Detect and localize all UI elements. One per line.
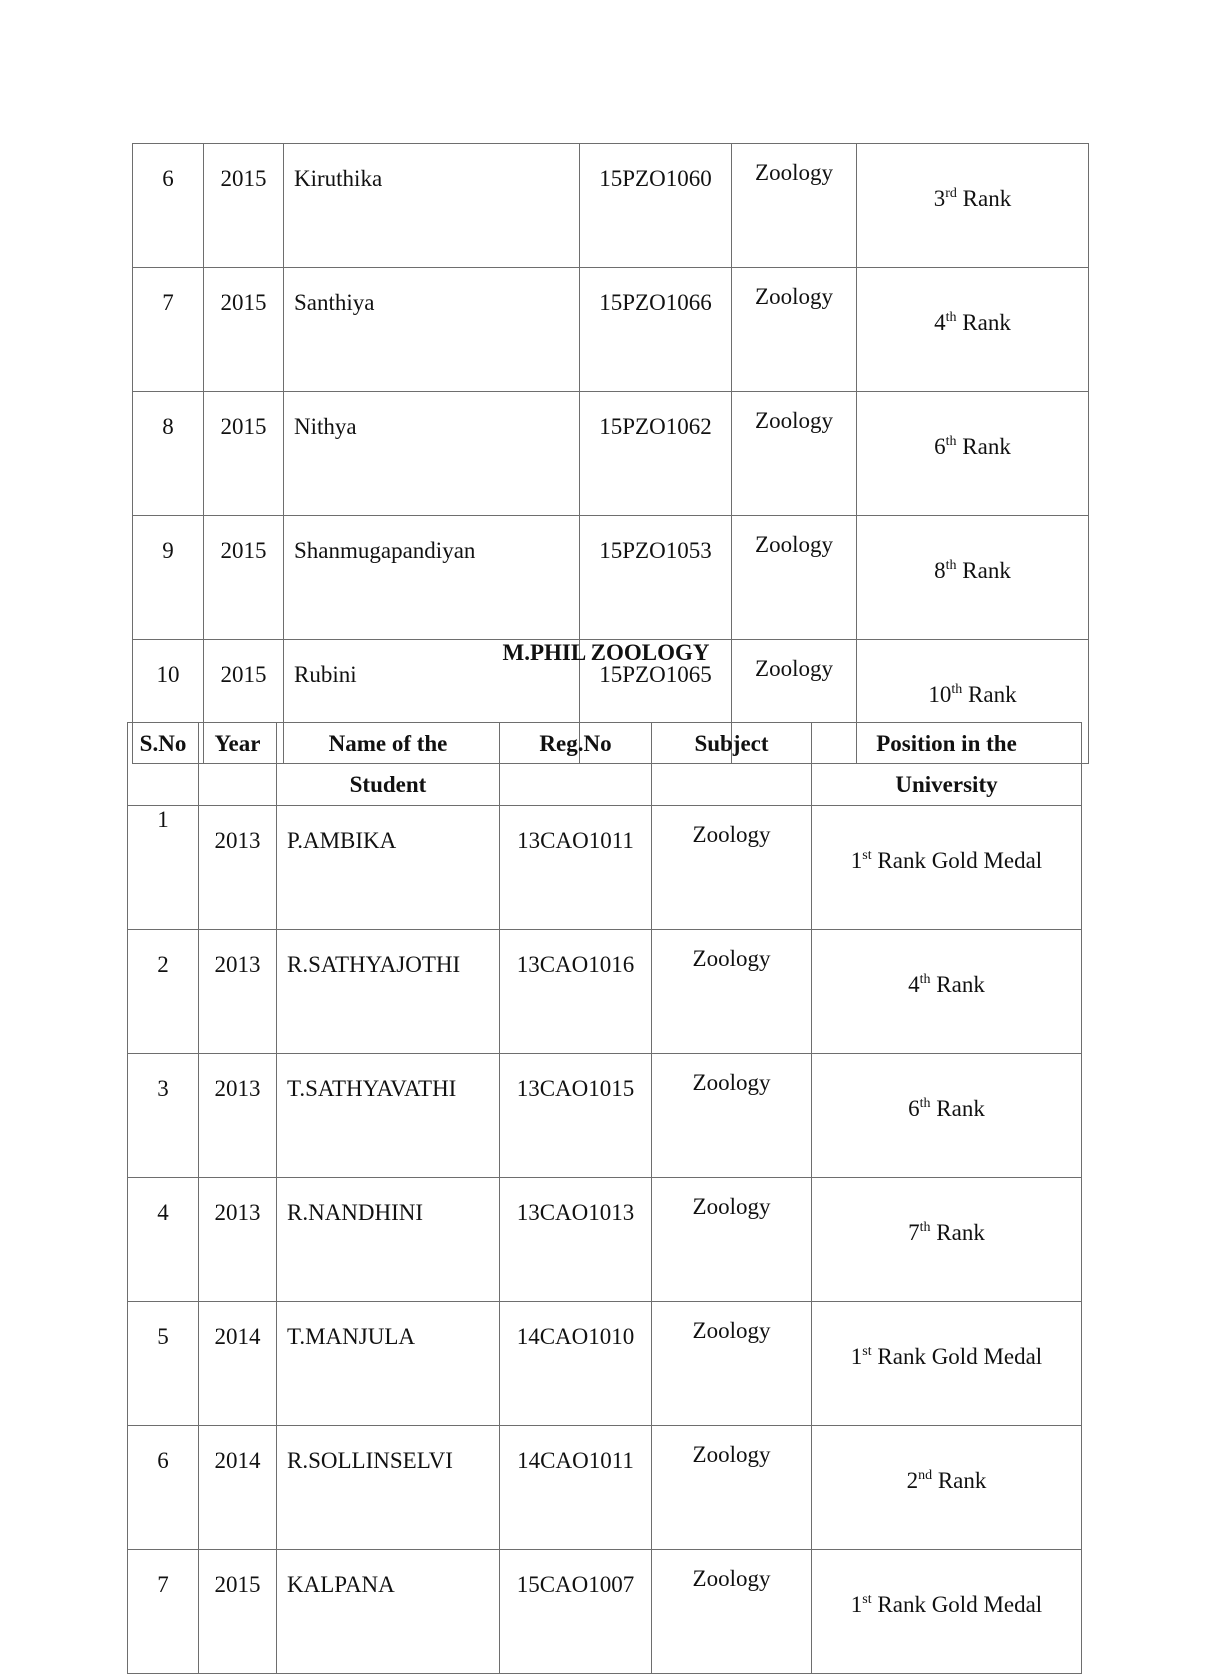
rank-label: Rank — [962, 682, 1017, 707]
student-name-cell: Kiruthika — [284, 144, 580, 268]
header-position-line1: Position in the — [876, 731, 1017, 756]
table-row — [128, 1178, 1082, 1302]
rank-label: Rank Gold Medal — [871, 1344, 1043, 1369]
header-sno: S.No — [128, 723, 199, 806]
rank-cell — [812, 1426, 1082, 1550]
subject-cell: Zoology — [652, 806, 812, 930]
rank-number: 4 — [908, 972, 920, 997]
table-row — [128, 930, 1082, 1054]
reg-no-cell: 13CAO1016 — [500, 930, 652, 1054]
year-cell: 2014 — [199, 1302, 277, 1426]
rank-ordinal-suffix: th — [945, 558, 957, 573]
reg-no-cell: 15PZO1065 — [580, 640, 732, 764]
student-name-cell: R.NANDHINI — [277, 1178, 500, 1302]
subject-cell: Zoology — [652, 930, 812, 1054]
rank-label: Rank — [956, 558, 1011, 583]
table-header-row — [128, 723, 1082, 806]
rank-ordinal-suffix: th — [919, 972, 931, 987]
header-student-name-line2: Student — [349, 772, 427, 797]
student-name-cell: P.AMBIKA — [277, 806, 500, 930]
sno-cell: 6 — [128, 1426, 199, 1550]
student-name-cell: R.SATHYAJOTHI — [277, 930, 500, 1054]
header-student-name-line1: Name of the — [328, 731, 448, 756]
subject-cell: Zoology — [732, 516, 857, 640]
rank-number: 1 — [850, 1344, 863, 1369]
subject-cell: Zoology — [652, 1550, 812, 1674]
rank-ordinal-suffix: st — [862, 848, 872, 863]
sno-cell: 2 — [128, 930, 199, 1054]
rank-number: 7 — [908, 1220, 920, 1245]
sno-cell: 10 — [133, 640, 204, 764]
rank-ordinal-suffix: st — [862, 1344, 872, 1359]
rank-ordinal-suffix: th — [919, 1220, 931, 1235]
header-subject: Subject — [652, 723, 812, 806]
rank-label: Rank Gold Medal — [871, 848, 1043, 873]
rank-ordinal-suffix: nd — [918, 1468, 933, 1483]
year-cell: 2014 — [199, 1426, 277, 1550]
table-row — [133, 268, 1089, 392]
sno-cell: 3 — [128, 1054, 199, 1178]
rank-ordinal-suffix: st — [862, 1592, 872, 1607]
rank-label: Rank Gold Medal — [871, 1592, 1043, 1617]
year-cell: 2013 — [199, 1178, 277, 1302]
subject-cell: Zoology — [732, 640, 857, 764]
rank-cell — [857, 144, 1089, 268]
table-row — [128, 1054, 1082, 1178]
sno-cell: 7 — [128, 1550, 199, 1674]
sno-cell: 8 — [133, 392, 204, 516]
sno-cell: 9 — [133, 516, 204, 640]
sno-cell: 6 — [133, 144, 204, 268]
header-position — [812, 723, 1082, 806]
rank-ordinal-suffix: th — [945, 434, 957, 449]
table-row — [128, 806, 1082, 930]
year-cell: 2015 — [199, 1550, 277, 1674]
reg-no-cell: 14CAO1011 — [500, 1426, 652, 1550]
rank-label: Rank — [956, 186, 1012, 211]
year-cell: 2015 — [204, 144, 284, 268]
mphil-zoology-rank-table — [127, 722, 1082, 1674]
student-name-cell: Santhiya — [284, 268, 580, 392]
sno-cell: 5 — [128, 1302, 199, 1426]
rank-label: Rank — [956, 310, 1011, 335]
rank-number: 8 — [934, 558, 946, 583]
table-row — [128, 1302, 1082, 1426]
student-name-cell: Shanmugapandiyan — [284, 516, 580, 640]
header-year: Year — [199, 723, 277, 806]
subject-cell: Zoology — [732, 268, 857, 392]
year-cell: 2015 — [204, 392, 284, 516]
reg-no-cell: 13CAO1011 — [500, 806, 652, 930]
rank-ordinal-suffix: th — [919, 1096, 931, 1111]
rank-ordinal-suffix: rd — [945, 186, 957, 201]
rank-label: Rank — [956, 434, 1011, 459]
sno-cell: 7 — [133, 268, 204, 392]
rank-ordinal-suffix: th — [945, 310, 957, 325]
reg-no-cell: 15PZO1066 — [580, 268, 732, 392]
rank-cell — [857, 392, 1089, 516]
rank-label: Rank — [930, 972, 985, 997]
rank-number: 6 — [934, 434, 946, 459]
student-name-cell: KALPANA — [277, 1550, 500, 1674]
section-title: M.PHIL ZOOLOGY — [502, 640, 710, 665]
student-name-cell: Rubini — [284, 640, 580, 764]
rank-cell — [812, 930, 1082, 1054]
year-cell: 2013 — [199, 1054, 277, 1178]
header-reg-no: Reg.No — [500, 723, 652, 806]
reg-no-cell: 15PZO1053 — [580, 516, 732, 640]
year-cell: 2015 — [204, 268, 284, 392]
bsc-zoology-rank-table — [132, 143, 1089, 764]
table-row — [133, 144, 1089, 268]
rank-cell — [857, 516, 1089, 640]
year-cell: 2015 — [204, 516, 284, 640]
rank-number: 6 — [908, 1096, 920, 1121]
rank-cell — [812, 806, 1082, 930]
rank-number: 1 — [850, 1592, 863, 1617]
rank-cell — [812, 1302, 1082, 1426]
reg-no-cell: 13CAO1013 — [500, 1178, 652, 1302]
subject-cell: Zoology — [732, 392, 857, 516]
subject-cell: Zoology — [652, 1178, 812, 1302]
student-name-cell: Nithya — [284, 392, 580, 516]
reg-no-cell: 15PZO1062 — [580, 392, 732, 516]
rank-number: 10 — [928, 682, 952, 707]
header-student-name — [277, 723, 500, 806]
table-row — [128, 1426, 1082, 1550]
year-cell: 2015 — [204, 640, 284, 764]
subject-cell: Zoology — [652, 1426, 812, 1550]
table-row — [133, 392, 1089, 516]
table-row — [128, 1550, 1082, 1674]
rank-label: Rank — [932, 1468, 987, 1493]
reg-no-cell: 14CAO1010 — [500, 1302, 652, 1426]
rank-cell — [812, 1054, 1082, 1178]
sno-cell: 4 — [128, 1178, 199, 1302]
rank-ordinal-suffix: th — [951, 682, 963, 697]
year-cell: 2013 — [199, 930, 277, 1054]
rank-number: 2 — [906, 1468, 919, 1493]
reg-no-cell: 15PZO1060 — [580, 144, 732, 268]
rank-label: Rank — [930, 1096, 985, 1121]
rank-cell — [812, 1178, 1082, 1302]
subject-cell: Zoology — [652, 1054, 812, 1178]
sno-cell: 1 — [128, 806, 199, 930]
subject-cell: Zoology — [732, 144, 857, 268]
year-cell: 2013 — [199, 806, 277, 930]
table-row — [133, 516, 1089, 640]
header-position-line2: University — [895, 772, 998, 797]
reg-no-cell: 15CAO1007 — [500, 1550, 652, 1674]
rank-cell — [857, 268, 1089, 392]
reg-no-cell: 13CAO1015 — [500, 1054, 652, 1178]
student-name-cell: R.SOLLINSELVI — [277, 1426, 500, 1550]
rank-cell — [812, 1550, 1082, 1674]
rank-number: 3 — [933, 186, 946, 211]
subject-cell: Zoology — [652, 1302, 812, 1426]
rank-number: 1 — [850, 848, 863, 873]
student-name-cell: T.MANJULA — [277, 1302, 500, 1426]
rank-number: 4 — [934, 310, 946, 335]
rank-label: Rank — [930, 1220, 985, 1245]
student-name-cell: T.SATHYAVATHI — [277, 1054, 500, 1178]
